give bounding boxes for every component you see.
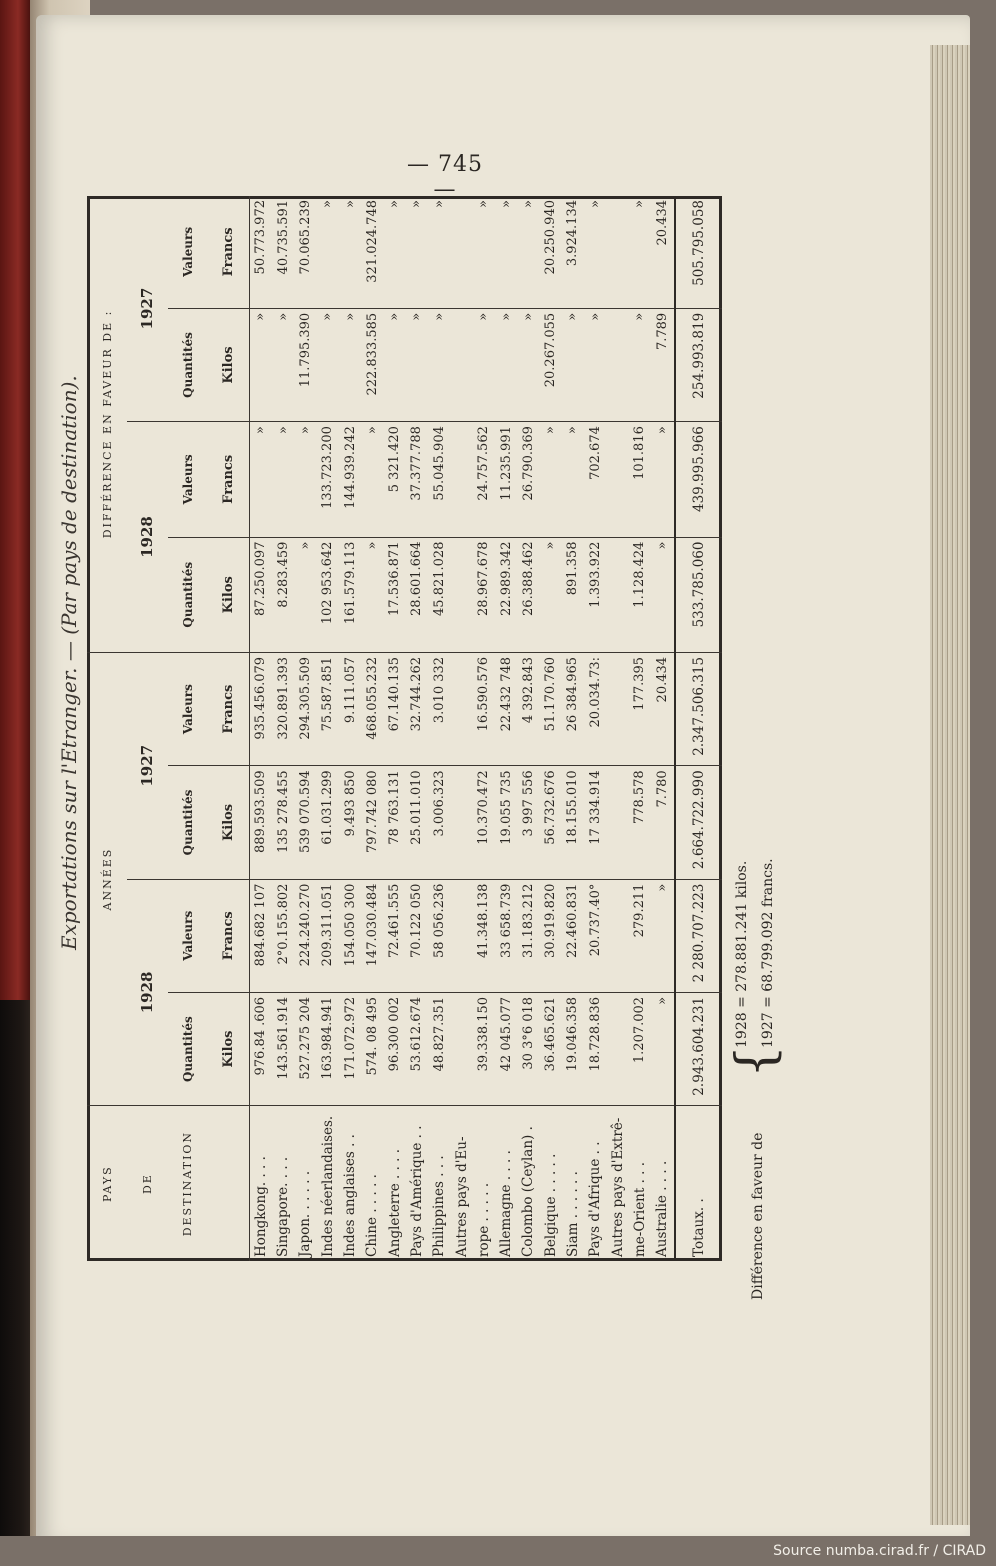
table-cell: 28.601.664: [406, 537, 428, 652]
table-cell: [606, 992, 628, 1105]
country-name: Philippines . . .: [431, 1155, 448, 1257]
table-cell: 18.728.836: [584, 992, 606, 1105]
country-name: Indes néerlandaises.: [319, 1115, 336, 1257]
year-1928-annees: 1928: [127, 879, 167, 1106]
table-cell: 58 056.236: [428, 879, 450, 992]
table-cell: 28.967.678: [473, 537, 495, 652]
note-line-1927: 1927 = 68.799.092 francs.: [760, 858, 776, 1048]
table-row: [406, 196, 428, 1261]
country-name: Angleterre . . . .: [386, 1148, 403, 1257]
country-name: Indes anglaises . .: [342, 1134, 359, 1257]
table-cell: [450, 652, 472, 765]
table-cell: »: [339, 308, 361, 421]
table-cell: »: [383, 196, 405, 308]
table-cell: 2°0.155.802: [272, 879, 294, 992]
table-cell: 8.283.459: [272, 537, 294, 652]
table-cell: »: [406, 308, 428, 421]
table-cell: 209.311.051: [317, 879, 339, 992]
year-1927-annees: 1927: [127, 652, 167, 879]
table-cell: 51.170.760: [540, 652, 562, 765]
sub-header: Quantités: [168, 537, 208, 652]
table-cell: 222.833.585: [361, 308, 383, 421]
table-cell: 294.305.509: [294, 652, 316, 765]
table-cell: 3.010 332: [428, 652, 450, 765]
source-credit: Source numba.cirad.fr / CIRAD: [773, 1543, 986, 1559]
table-cell: 321.024.748: [361, 196, 383, 308]
table-row: [383, 196, 405, 1261]
table-body: [249, 196, 675, 1261]
table-row: [517, 196, 539, 1261]
table-row: [495, 196, 517, 1261]
col-pays-3: DESTINATION: [181, 1130, 195, 1237]
table-cell: 48.827.351: [428, 992, 450, 1105]
table-row: [317, 196, 339, 1261]
unit-label: Kilos: [208, 766, 249, 879]
table-cell: »: [249, 308, 272, 421]
book-binding: [0, 0, 30, 1566]
sub-header: Valeurs: [168, 652, 208, 765]
table-cell: 96.300 002: [383, 992, 405, 1105]
table-cell: »: [294, 422, 316, 537]
table-cell: 17.536.871: [383, 537, 405, 652]
page-edges: [930, 45, 970, 1525]
table-cell: 26.790.369: [517, 422, 539, 537]
sub-header: Valeurs: [168, 422, 208, 537]
table-cell: 19.046.358: [562, 992, 584, 1105]
table-cell: 574. 08 495: [361, 992, 383, 1105]
table-cell: 16.590.576: [473, 652, 495, 765]
table-cell: »: [540, 537, 562, 652]
table-cell: 4 392.843: [517, 652, 539, 765]
table-row: [249, 196, 272, 1261]
table-row: [629, 196, 651, 1261]
table-cell: »: [294, 537, 316, 652]
table-cell: 154.050 300: [339, 879, 361, 992]
difference-note: [728, 740, 798, 1300]
table-cell: 133.723.200: [317, 422, 339, 537]
table-cell: 45.821.028: [428, 537, 450, 652]
totals-label: Totaux. .: [675, 1106, 722, 1261]
table-cell: »: [629, 308, 651, 421]
table-cell: 163.984.941: [317, 992, 339, 1105]
table-cell: [606, 537, 628, 652]
table-cell: »: [406, 196, 428, 308]
unit-label: Francs: [208, 879, 249, 992]
unit-label: Francs: [208, 652, 249, 765]
table-cell: 67.140.135: [383, 652, 405, 765]
table-cell: »: [584, 196, 606, 308]
table-cell: [606, 308, 628, 421]
table-cell: 935.456.079: [249, 652, 272, 765]
table-row: [473, 196, 495, 1261]
rotated-table-container: [87, 196, 722, 1261]
table-cell: 468.055.232: [361, 652, 383, 765]
table-cell: [450, 422, 472, 537]
sub-header: Quantités: [168, 308, 208, 421]
table-cell: 161.579.113: [339, 537, 361, 652]
country-name: Pays d'Amérique . .: [408, 1125, 425, 1257]
table-frame: [87, 196, 722, 1261]
table-cell: 19.055 735: [495, 766, 517, 879]
table-cell: »: [651, 992, 675, 1105]
table-cell: »: [361, 422, 383, 537]
table-cell: 797.742 080: [361, 766, 383, 879]
brace-symbol: {: [726, 1044, 786, 1078]
table-cell: 30 3°6 018: [517, 992, 539, 1105]
year-1927-diff: 1927: [127, 196, 167, 422]
table-cell: 135 278.455: [272, 766, 294, 879]
table-cell: »: [562, 308, 584, 421]
table-cell: »: [562, 422, 584, 537]
country-name: Allemagne . . . .: [498, 1150, 515, 1257]
table-cell: 20.434: [651, 196, 675, 308]
table-cell: 224.240.270: [294, 879, 316, 992]
table-row: [540, 196, 562, 1261]
table-cell: 891.358: [562, 537, 584, 652]
table-cell: »: [339, 196, 361, 308]
table-cell: 1.207.002: [629, 992, 651, 1105]
table-row: [584, 196, 606, 1261]
total-cell: 439.995.966: [675, 422, 722, 537]
table-cell: [450, 766, 472, 879]
table-cell: »: [517, 308, 539, 421]
table-cell: 144.939.242: [339, 422, 361, 537]
table-cell: »: [473, 308, 495, 421]
country-name: Siam . . . . . .: [564, 1171, 581, 1257]
table-cell: 42 045.077: [495, 992, 517, 1105]
country-name: Australie . . . .: [654, 1160, 671, 1257]
table-cell: 1.393.922: [584, 537, 606, 652]
unit-label: Kilos: [208, 537, 249, 652]
table-row: [651, 196, 675, 1261]
table-cell: 11.235.991: [495, 422, 517, 537]
table-cell: »: [361, 537, 383, 652]
table-cell: »: [249, 422, 272, 537]
sub-header: Valeurs: [168, 196, 208, 308]
total-cell: 254.993.819: [675, 308, 722, 421]
table-cell: 20.250.940: [540, 196, 562, 308]
table-cell: 33 658.739: [495, 879, 517, 992]
table-cell: »: [651, 537, 675, 652]
total-cell: 2.943.604.231: [675, 992, 722, 1105]
table-cell: 143.561.914: [272, 992, 294, 1105]
table-cell: 279.211: [629, 879, 651, 992]
table-cell: 70.122 050: [406, 879, 428, 992]
table-cell: [450, 879, 472, 992]
table-cell: [606, 652, 628, 765]
table-cell: »: [473, 196, 495, 308]
table-cell: »: [651, 879, 675, 992]
sub-header: Valeurs: [168, 879, 208, 992]
table-cell: »: [629, 196, 651, 308]
table-cell: [606, 196, 628, 308]
table-cell: 72.461.555: [383, 879, 405, 992]
table-cell: »: [272, 308, 294, 421]
table-cell: 26.388.462: [517, 537, 539, 652]
table-cell: 702.674: [584, 422, 606, 537]
table-cell: 9.111.057: [339, 652, 361, 765]
table-cell: 3.006.323: [428, 766, 450, 879]
table-cell: 320.891.393: [272, 652, 294, 765]
table-cell: 36.465.621: [540, 992, 562, 1105]
table-cell: 32.744.262: [406, 652, 428, 765]
exports-table: [87, 196, 722, 1261]
unit-label: Francs: [208, 422, 249, 537]
table-cell: 539 070.594: [294, 766, 316, 879]
table-cell: 1.128.424: [629, 537, 651, 652]
note-label: Différence en faveur de: [750, 1132, 766, 1300]
total-cell: 2.347.506.315: [675, 652, 722, 765]
table-cell: 7.789: [651, 308, 675, 421]
country-name: rope . . . . .: [475, 1182, 492, 1257]
header-annees: ANNÉES: [87, 652, 127, 1105]
unit-label: Kilos: [208, 308, 249, 421]
table-cell: »: [317, 196, 339, 308]
table-cell: 10.370.472: [473, 766, 495, 879]
table-row: [339, 196, 361, 1261]
table-cell: »: [540, 422, 562, 537]
country-name: Hongkong. . . .: [252, 1156, 269, 1257]
table-cell: »: [317, 308, 339, 421]
table-cell: 41.348.138: [473, 879, 495, 992]
table-cell: »: [272, 422, 294, 537]
table-cell: 26 384.965: [562, 652, 584, 765]
table-cell: [450, 196, 472, 308]
table-cell: »: [428, 196, 450, 308]
table-cell: 25.011.010: [406, 766, 428, 879]
table-cell: 55.045.904: [428, 422, 450, 537]
table-cell: »: [651, 422, 675, 537]
table-cell: [450, 992, 472, 1105]
table-cell: 9.493 850: [339, 766, 361, 879]
table-cell: 78 763.131: [383, 766, 405, 879]
total-cell: 2.664.722.990: [675, 766, 722, 879]
table-cell: 22.989.342: [495, 537, 517, 652]
table-row: [294, 196, 316, 1261]
table-cell: [606, 879, 628, 992]
table-cell: »: [584, 308, 606, 421]
col-pays-1: PAYS: [100, 1165, 114, 1202]
year-1928-diff: 1928: [127, 422, 167, 653]
total-cell: 505.795.058: [675, 196, 722, 308]
table-cell: 22.432 748: [495, 652, 517, 765]
country-name: Pays d'Afrique . .: [587, 1141, 604, 1257]
table-cell: 20.034.73:: [584, 652, 606, 765]
table-cell: 50.773.972: [249, 196, 272, 308]
table-cell: 31.183.212: [517, 879, 539, 992]
note-line-1928: 1928 = 278.881.241 kilos.: [734, 860, 750, 1048]
table-cell: »: [517, 196, 539, 308]
table-row: [450, 196, 472, 1261]
country-name: Chine . . . . .: [364, 1174, 381, 1257]
table-cell: »: [495, 308, 517, 421]
table-cell: 102 953.642: [317, 537, 339, 652]
table-cell: 37.377.788: [406, 422, 428, 537]
side-title: Exportations sur l'Etranger. — (Par pays de destination).: [57, 375, 81, 950]
table-cell: »: [383, 308, 405, 421]
total-cell: 533.785.060: [675, 537, 722, 652]
table-cell: 56.732.676: [540, 766, 562, 879]
table-cell: 177.395: [629, 652, 651, 765]
table-cell: 39.338.150: [473, 992, 495, 1105]
unit-empty: [208, 1106, 249, 1261]
table-cell: 40.735.591: [272, 196, 294, 308]
country-name: me-Orient . . .: [631, 1161, 648, 1257]
country-name: Japon. . . . . .: [297, 1170, 314, 1257]
table-cell: »: [495, 196, 517, 308]
table-cell: »: [428, 308, 450, 421]
table-cell: 70.065.239: [294, 196, 316, 308]
country-name: Autres pays d'Extrê-: [609, 1117, 626, 1257]
sub-header: Quantités: [168, 766, 208, 879]
table-cell: 20.434: [651, 652, 675, 765]
table-cell: 18.155.010: [562, 766, 584, 879]
table-cell: 527.275 204: [294, 992, 316, 1105]
table-cell: 17 334.914: [584, 766, 606, 879]
table-row: [606, 196, 628, 1261]
table-cell: 101.816: [629, 422, 651, 537]
table-cell: 3.924.134: [562, 196, 584, 308]
country-name: Belgique . . . . .: [542, 1153, 559, 1257]
table-cell: 11.795.390: [294, 308, 316, 421]
table-cell: 20.267.055: [540, 308, 562, 421]
table-cell: 24.757.562: [473, 422, 495, 537]
col-pays-2: DE: [140, 1173, 154, 1195]
total-cell: 2 280.707.223: [675, 879, 722, 992]
table-cell: 3 997 556: [517, 766, 539, 879]
table-cell: 61.031.299: [317, 766, 339, 879]
table-cell: 884.682 107: [249, 879, 272, 992]
table-cell: 778.578: [629, 766, 651, 879]
country-name: Autres pays d'Eu-: [453, 1136, 470, 1257]
table-cell: [606, 766, 628, 879]
table-cell: [450, 537, 472, 652]
sub-header: Quantités: [168, 992, 208, 1105]
table-cell: 22.460.831: [562, 879, 584, 992]
table-cell: 976.84 .606: [249, 992, 272, 1105]
table-cell: 20.737.40°: [584, 879, 606, 992]
table-cell: 87.250.097: [249, 537, 272, 652]
table-cell: 5 321.420: [383, 422, 405, 537]
unit-label: Kilos: [208, 992, 249, 1105]
table-cell: 171.072.972: [339, 992, 361, 1105]
table-cell: [606, 422, 628, 537]
country-name: Colombo (Ceylan) .: [520, 1126, 537, 1257]
table-cell: 30.919.820: [540, 879, 562, 992]
table-cell: 75.587.851: [317, 652, 339, 765]
table-cell: 889.593.509: [249, 766, 272, 879]
country-name: Singapore. . . .: [275, 1156, 292, 1257]
page-number: — 745 —: [407, 152, 483, 202]
table-cell: 147.030.484: [361, 879, 383, 992]
table-cell: 53.612.674: [406, 992, 428, 1105]
table-cell: 7.780: [651, 766, 675, 879]
header-difference: DIFFÉRENCE EN FAVEUR DE :: [87, 196, 127, 652]
unit-label: Francs: [208, 196, 249, 308]
table-row: [562, 196, 584, 1261]
table-row: [428, 196, 450, 1261]
table-row: [361, 196, 383, 1261]
table-cell: [450, 308, 472, 421]
totals-row: [675, 196, 722, 1261]
table-row: [272, 196, 294, 1261]
